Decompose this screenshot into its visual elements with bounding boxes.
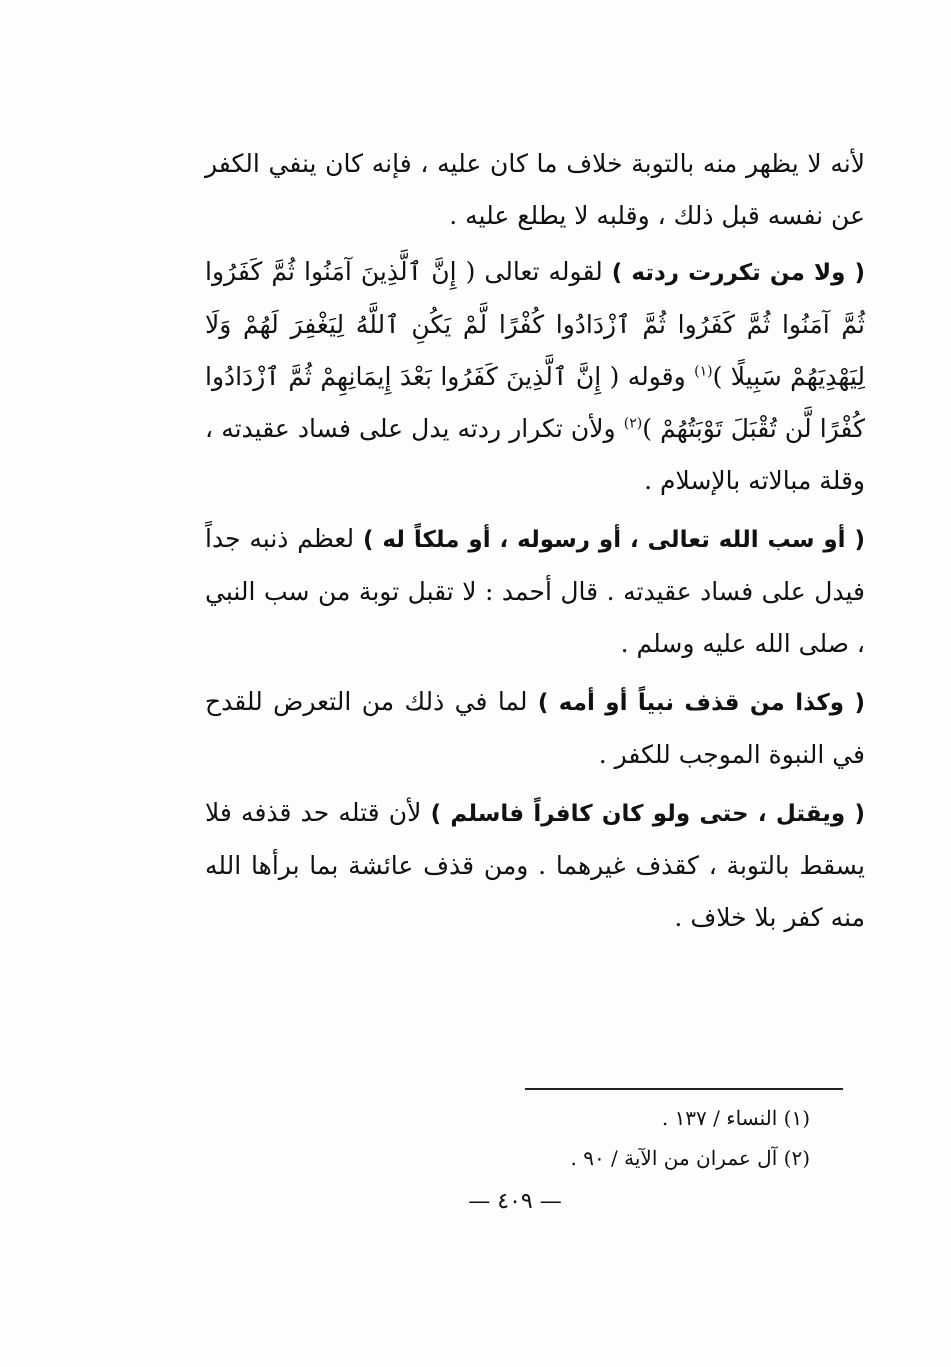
- paragraph-5-text: لأن قتله حد قذفه فلا يسقط بالتوبة ، كقذف غيرهما . ومن قذف عائشة بما برأها الله منه كفر بلا خلاف .: [205, 798, 865, 932]
- footnote-2: (٢) آل عمران من الآية / ٩٠ .: [570, 1146, 810, 1170]
- paragraph-2-text-1: لقوله تعالى ( إِنَّ ٱلَّذِينَ آمَنُوا ثُمَّ كَفَرُوا ثُمَّ آمَنُوا ثُمَّ كَفَرُوا ثُمَّ ٱزْدَادُوا كُفْرًا لَّمْ يَكُنِ ٱللَّهُ لِيَغْفِرَ لَهُمْ وَلَا لِيَهْدِيَهُمْ سَبِيلًا ): [205, 257, 866, 391]
- paragraph-2-text-2: وقوله ( إِنَّ ٱلَّذِينَ كَفَرُوا بَعْدَ إِيمَانِهِمْ ثُمَّ ٱزْدَادُوا كُفْرًا لَّن تُقْبَلَ تَوْبَتُهُمْ ): [205, 362, 865, 443]
- footnote-ref-2: (٢): [623, 415, 643, 432]
- paragraph-2-text-3: ولأن تكرار ردته يدل على فساد عقيدته ، وقلة مبالاته بالإسلام .: [205, 414, 865, 495]
- paragraph-1: [205, 138, 865, 242]
- paragraph-5-heading: ( ويقتل ، حتى ولو كان كافراً فاسلم ): [430, 801, 865, 827]
- main-text: [205, 138, 865, 950]
- paragraph-2-heading: ( ولا من تكررت ردته ): [611, 260, 865, 286]
- paragraph-3-heading: ( أو سب الله تعالى ، أو رسوله ، أو ملكاً له ): [362, 527, 865, 553]
- footnotes: [450, 1098, 810, 1178]
- footnote-ref-1: (١): [694, 363, 713, 380]
- paragraph-5: [205, 787, 865, 944]
- footnote-divider: [525, 1088, 843, 1090]
- paragraph-2: [205, 246, 865, 507]
- paragraph-1-text: لأنه لا يظهر منه بالتوبة خلاف ما كان عليه ، فإنه كان ينفي الكفر عن نفسه قبل ذلك ، وقلبه لا يطلع عليه .: [205, 149, 865, 230]
- paragraph-3: [205, 513, 865, 670]
- paragraph-3-text: لعظم ذنبه جداً فيدل على فساد عقيدته . قال أحمد : لا تقبل توبة من سب النبي ، صلى الله عليه وسلم .: [205, 524, 865, 658]
- page-number: — ٤٠٩ —: [468, 1189, 562, 1214]
- paragraph-4: [205, 676, 865, 781]
- footnote-1: (١) النساء / ١٣٧ .: [661, 1106, 810, 1130]
- paragraph-4-heading: ( وكذا من قذف نبياً أو أمه ): [537, 690, 865, 716]
- paragraph-4-text: لما في ذلك من التعرض للقدح في النبوة الموجب للكفر .: [205, 687, 865, 769]
